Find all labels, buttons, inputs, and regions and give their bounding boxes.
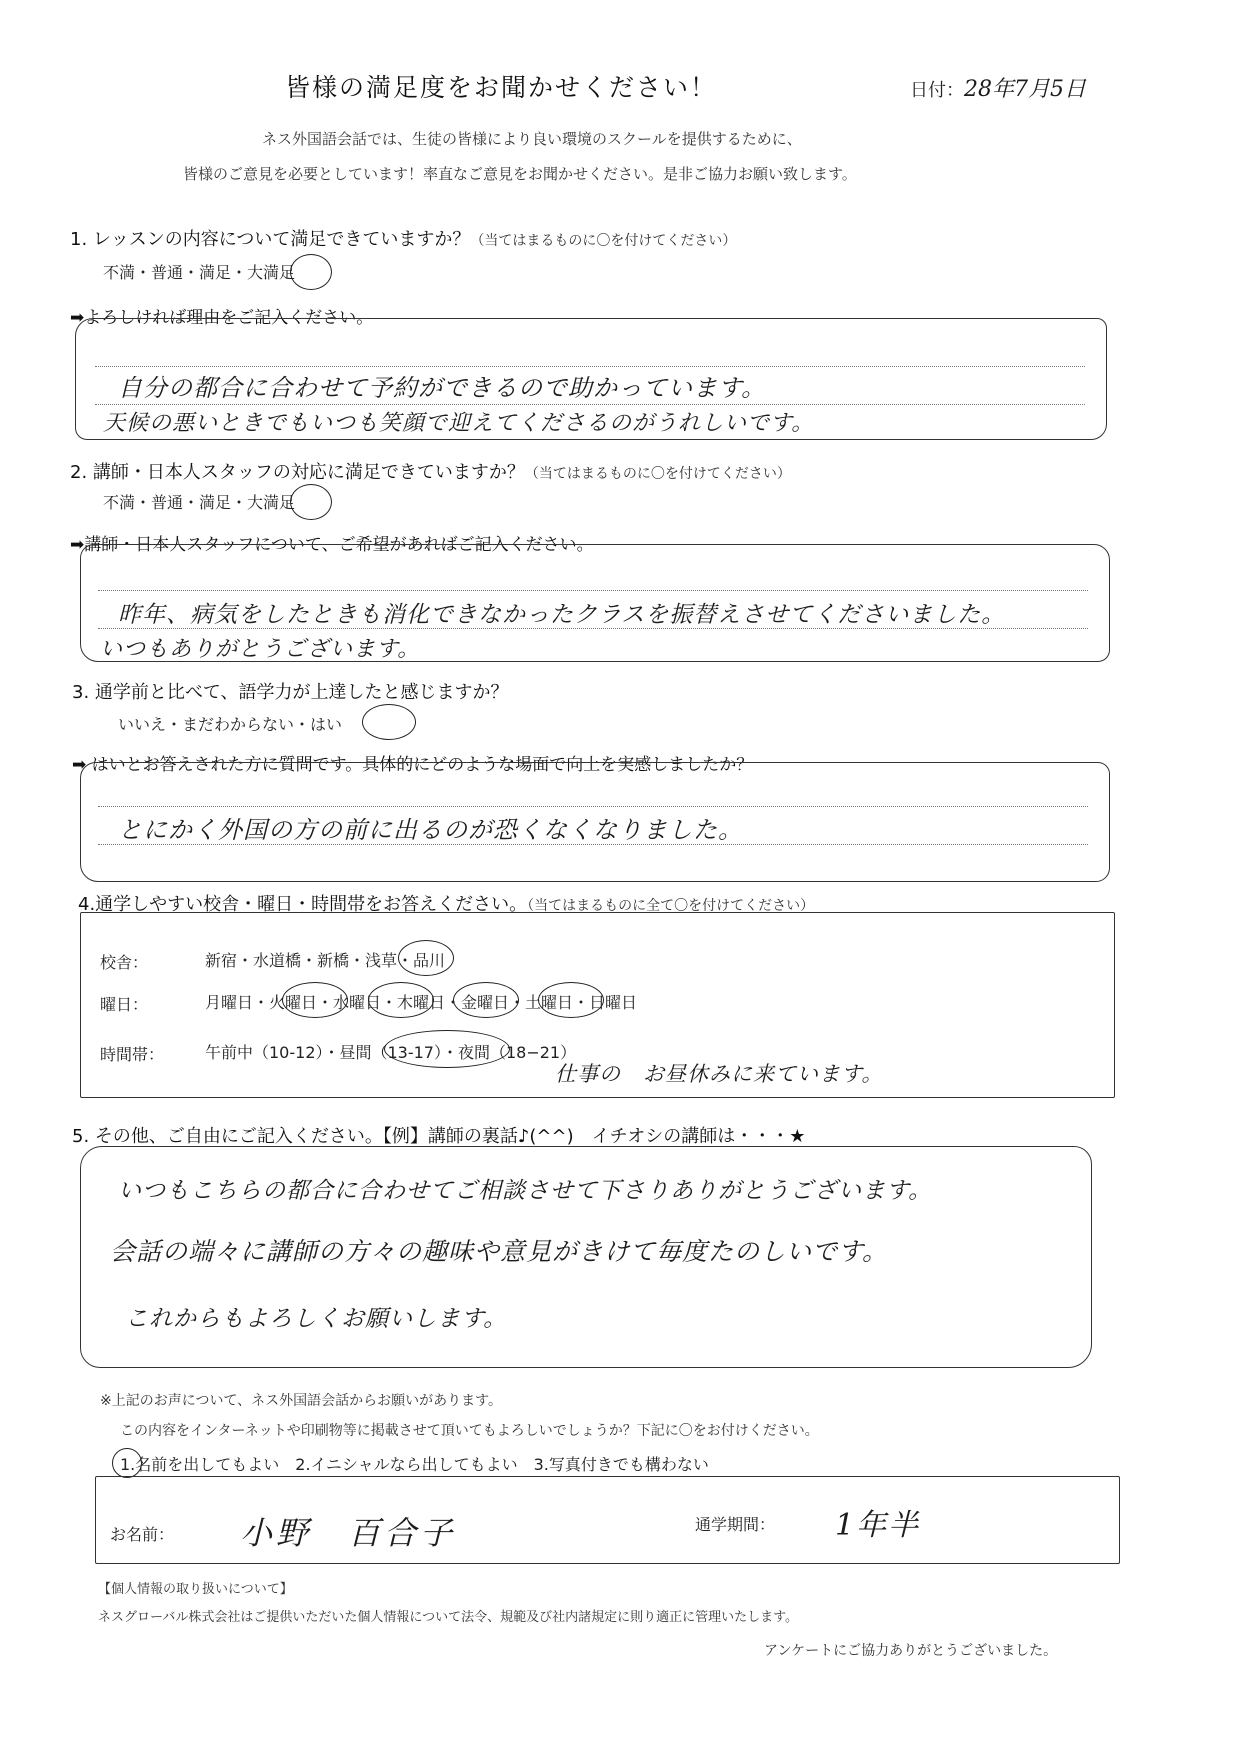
q3-options[interactable]: いいえ・まだわからない・はい (118, 715, 343, 734)
date-value: 28年7月5日 (964, 77, 1086, 102)
q1-answer-line-2: 天候の悪いときでもいつも笑顔で迎えてくださるのがうれしいです。 (103, 411, 815, 436)
q5-answer-line-3: これからもよろしくお願いします。 (125, 1306, 508, 1332)
q2-options[interactable]: 不満・普通・満足・大満足 (103, 493, 296, 512)
thanks-text: アンケートにご協力ありがとうございました。 (764, 1643, 1058, 1659)
q1-question (70, 225, 736, 251)
q2-answer-line-1: 昨年、病気をしたときも消化できなかったクラスを振替えさせてくださいました。 (118, 602, 1006, 628)
period-value[interactable]: 1年半 (835, 1508, 921, 1543)
q4-question-text: 4.通学しやすい校舎・曜日・時間帯をお答えください。 (78, 894, 528, 915)
q4-note: （当てはまるものに全て〇を付けてください） (527, 898, 815, 914)
q3-dotted-line-1 (98, 806, 1088, 807)
q2-question-text: 2. 講師・日本人スタッフの対応に満足できていますか？ (70, 462, 525, 483)
q4-day-circle-wed (368, 982, 434, 1018)
q1-answer-line-1: 自分の都合に合わせて予約ができるので助かっています。 (118, 374, 767, 402)
q4-day-circle-thu (453, 982, 519, 1018)
privacy-title: 【個人情報の取り扱いについて】 (98, 1582, 293, 1597)
privacy-text: ネスグローバル株式会社はご提供いただいた個人情報について法令、規範及び社内諸規定に則り適正に管理いたします。 (98, 1610, 799, 1625)
q3-selected-circle (362, 704, 416, 740)
q5-answer-line-2: 会話の端々に講師の方々の趣味や意見がきけて毎度たのしいです。 (110, 1237, 889, 1266)
intro-line-2: 皆様のご意見を必要としています！率直なご意見をお聞かせください。是非ご協力お願い致します。 (183, 165, 857, 183)
q4-time-label: 時間帯： (100, 1045, 165, 1064)
q2-answer-line-2: いつもありがとうございます。 (100, 637, 421, 662)
q4-day-options[interactable]: 月曜日・火曜日・水曜日・木曜日・金曜日・土曜日・日曜日 (205, 993, 638, 1012)
q1-selected-circle (290, 254, 332, 290)
q4-time-options[interactable]: 午前中（10-12）・昼間（13-17）・夜間（18−21） (205, 1043, 577, 1062)
q4-day-circle-fri (538, 982, 604, 1018)
q1-dotted-line-2 (95, 404, 1085, 405)
q2-dotted-line-1 (98, 590, 1088, 591)
q2-selected-circle (290, 484, 332, 520)
q3-reason-prompt: ➡ はいとお答えされた方に質問です。具体的にどのような場面で向上を実感しましたか？ (72, 755, 754, 775)
page-title: 皆様の満足度をお聞かせください！ (285, 73, 718, 102)
q1-question-text: 1. レッスンの内容について満足できていますか？ (70, 229, 471, 250)
q1-reason-prompt: ➡よろしければ理由をご記入ください。 (70, 308, 374, 328)
q4-school-options[interactable]: 新宿・水道橋・新橋・浅草・品川 (205, 951, 446, 970)
q4-day-circle-tue (282, 982, 348, 1018)
q2-reason-prompt: ➡講師・日本人スタッフについて、ご希望があればご記入ください。 (70, 535, 594, 555)
date-label: 日付： (910, 80, 964, 101)
q2-question (70, 458, 791, 484)
consent-line-1: ※上記のお声について、ネス外国語会話からお願いがあります。 (100, 1393, 503, 1409)
q4-handwritten-note: 仕事の お昼休みに来ています。 (555, 1062, 884, 1086)
q5-answer-line-1: いつもこちらの都合に合わせてご相談させて下さりありがとうございます。 (118, 1178, 933, 1204)
q4-day-label: 曜日： (100, 995, 149, 1014)
consent-selected-circle (112, 1448, 142, 1478)
name-label: お名前： (110, 1525, 175, 1544)
q1-dotted-line-1 (95, 366, 1085, 367)
q5-question: 5. その他、ご自由にご記入ください。【例】講師の裏話♪(^^) イチオシの講師は・・・★ (72, 1126, 806, 1147)
q3-question: 3. 通学前と比べて、語学力が上達したと感じますか？ (72, 682, 509, 703)
date-field (910, 72, 1086, 103)
consent-line-2: この内容をインターネットや印刷物等に掲載させて頂いてもよろしいでしょうか？下記に〇をお付けください。 (120, 1423, 819, 1439)
q1-options[interactable]: 不満・普通・満足・大満足 (103, 263, 296, 282)
consent-options[interactable]: 1.名前を出してもよい 2.イニシャルなら出してもよい 3.写真付きでも構わない (120, 1455, 709, 1474)
intro-line-1: ネス外国語会話では、生徒の皆様により良い環境のスクールを提供するために、 (262, 130, 802, 148)
q4-time-circle (384, 1030, 510, 1068)
q1-note: （当てはまるものに〇を付けてください） (470, 233, 737, 249)
q4-school-label: 校舎： (100, 953, 149, 972)
q4-school-circle (398, 940, 454, 976)
period-label: 通学期間： (695, 1515, 776, 1534)
q2-note: （当てはまるものに〇を付けてください） (524, 466, 791, 482)
q3-answer-line-1: とにかく外国の方の前に出るのが恐くなくなりました。 (118, 816, 743, 844)
name-value[interactable]: 小野 百合子 (240, 1514, 457, 1552)
